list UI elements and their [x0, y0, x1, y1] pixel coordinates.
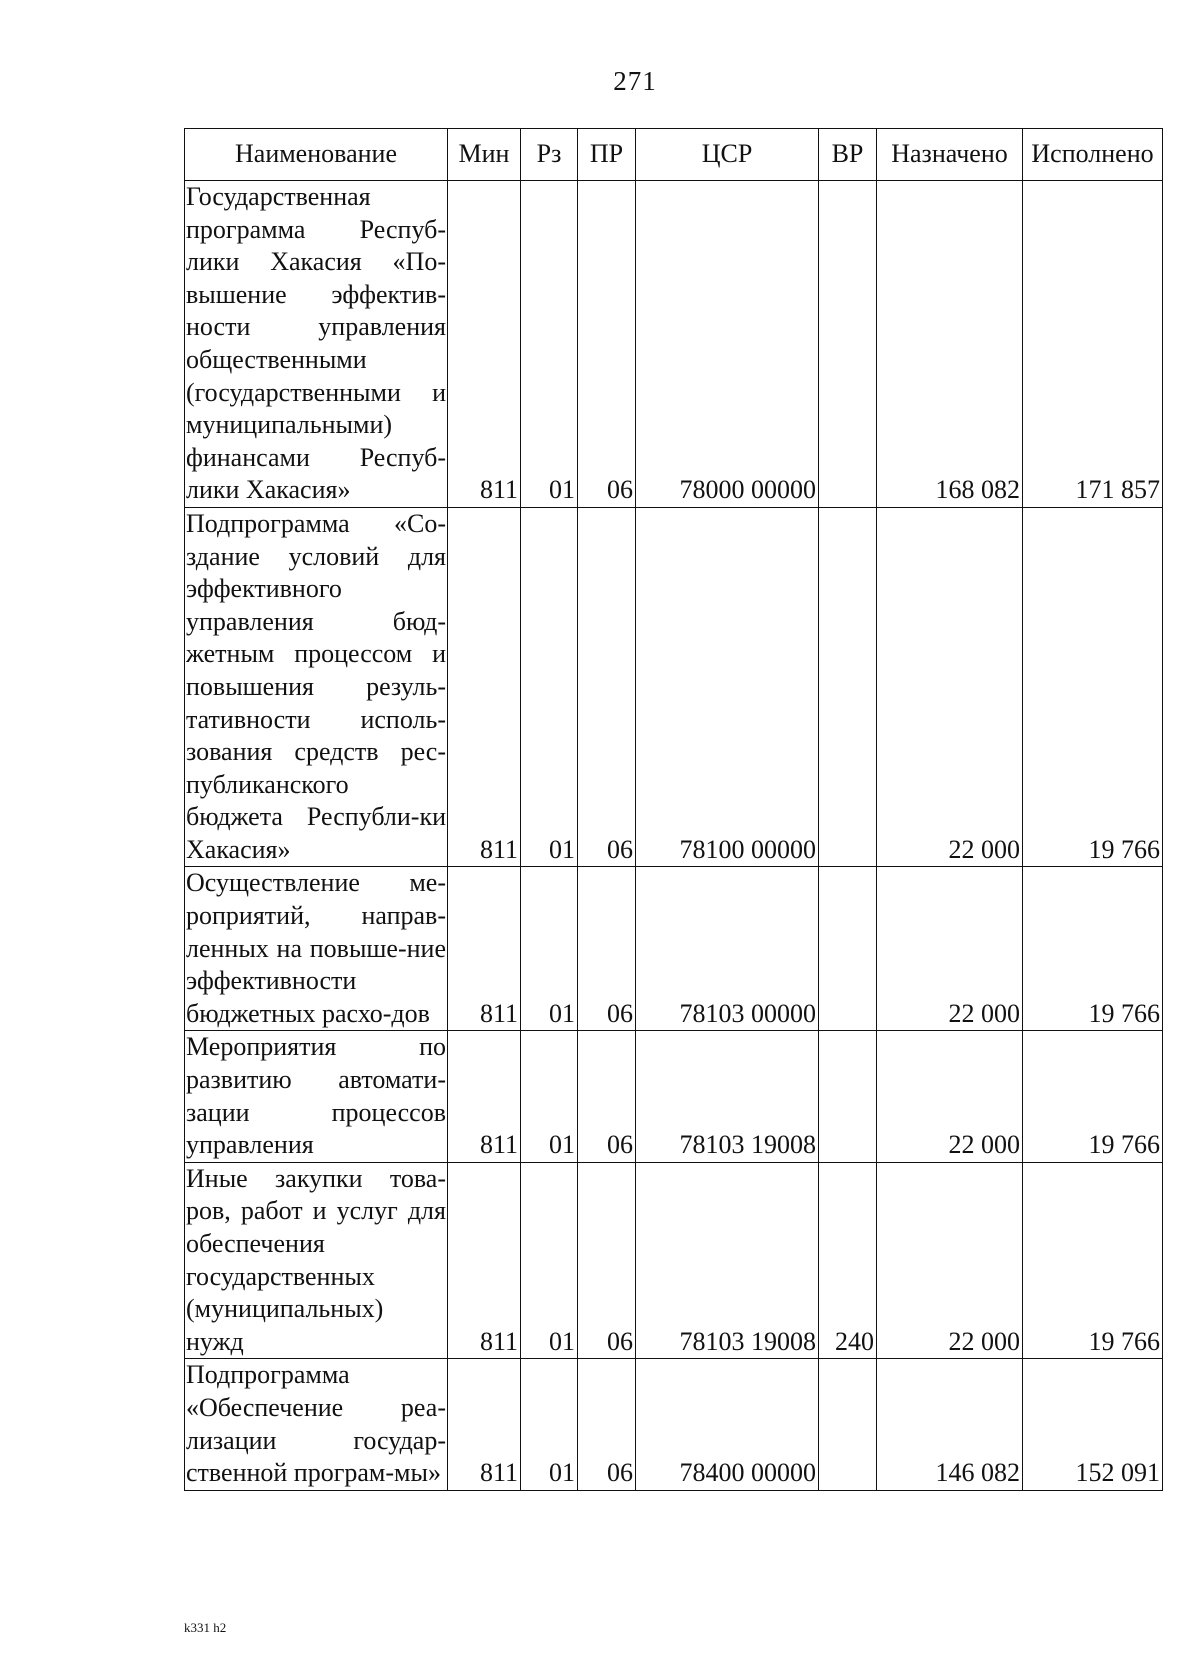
column-header-assigned: Назначено	[877, 129, 1023, 181]
row-pr: 06	[578, 181, 636, 508]
row-assigned: 22 000	[877, 1162, 1023, 1359]
page-number: 271	[613, 66, 657, 96]
column-header-name: Наименование	[185, 129, 448, 181]
row-name: Подпрограмма «Обеспечение реа-лизации государ-ственной програм-мы»	[185, 1359, 448, 1490]
row-min: 811	[448, 507, 521, 867]
row-name: Осуществление ме-роприятий, направ-ленных на повыше-ние эффективности бюджетных расхо-дов	[185, 867, 448, 1031]
row-csr: 78103 19008	[636, 1162, 819, 1359]
row-executed: 152 091	[1023, 1359, 1163, 1490]
row-executed: 19 766	[1023, 507, 1163, 867]
row-assigned: 22 000	[877, 867, 1023, 1031]
table-row	[185, 181, 1163, 508]
row-vr	[819, 867, 877, 1031]
table-row	[185, 507, 1163, 867]
row-assigned: 22 000	[877, 1031, 1023, 1162]
row-vr: 240	[819, 1162, 877, 1359]
row-csr: 78100 00000	[636, 507, 819, 867]
row-min: 811	[448, 1031, 521, 1162]
row-assigned: 168 082	[877, 181, 1023, 508]
row-rz: 01	[521, 181, 578, 508]
row-executed: 19 766	[1023, 1031, 1163, 1162]
budget-table	[184, 128, 1163, 1491]
row-vr	[819, 1031, 877, 1162]
row-pr: 06	[578, 867, 636, 1031]
header-row	[185, 129, 1163, 181]
row-executed: 19 766	[1023, 867, 1163, 1031]
document-footer-code: k331 h2	[184, 1620, 227, 1635]
row-name: Мероприятия по развитию автомати-зации процессов управления	[185, 1031, 448, 1162]
row-rz: 01	[521, 1031, 578, 1162]
row-pr: 06	[578, 1359, 636, 1490]
column-header-csr: ЦСР	[636, 129, 819, 181]
table-body	[185, 181, 1163, 1491]
row-csr: 78400 00000	[636, 1359, 819, 1490]
row-name: Иные закупки това-ров, работ и услуг для обеспечения государственных (муниципальных) нужд	[185, 1162, 448, 1359]
row-name: Государственная программа Респуб-лики Хакасия «По-вышение эффектив-ности управления общественными (государственными и муниципальными) финансами Респуб-лики Хакасия»	[185, 181, 448, 508]
row-assigned: 146 082	[877, 1359, 1023, 1490]
row-rz: 01	[521, 1162, 578, 1359]
table-row	[185, 1031, 1163, 1162]
row-csr: 78000 00000	[636, 181, 819, 508]
row-executed: 19 766	[1023, 1162, 1163, 1359]
row-rz: 01	[521, 507, 578, 867]
row-min: 811	[448, 1359, 521, 1490]
table-row	[185, 1359, 1163, 1490]
row-pr: 06	[578, 507, 636, 867]
table-header	[185, 129, 1163, 181]
row-min: 811	[448, 181, 521, 508]
row-csr: 78103 19008	[636, 1031, 819, 1162]
row-pr: 06	[578, 1031, 636, 1162]
row-csr: 78103 00000	[636, 867, 819, 1031]
row-vr	[819, 507, 877, 867]
column-header-pr: ПР	[578, 129, 636, 181]
column-header-executed: Исполнено	[1023, 129, 1163, 181]
row-name: Подпрограмма «Со-здание условий для эффективного управления бюд-жетным процессом и повышения резуль-тативности исполь-зования средств рес-публиканского бюджета Республи-ки Хакасия»	[185, 507, 448, 867]
row-pr: 06	[578, 1162, 636, 1359]
row-min: 811	[448, 867, 521, 1031]
table-row	[185, 1162, 1163, 1359]
table-row	[185, 867, 1163, 1031]
row-rz: 01	[521, 867, 578, 1031]
row-vr	[819, 1359, 877, 1490]
row-assigned: 22 000	[877, 507, 1023, 867]
row-rz: 01	[521, 1359, 578, 1490]
column-header-min: Мин	[448, 129, 521, 181]
column-header-vr: ВР	[819, 129, 877, 181]
row-executed: 171 857	[1023, 181, 1163, 508]
column-header-rz: Рз	[521, 129, 578, 181]
row-vr	[819, 181, 877, 508]
row-min: 811	[448, 1162, 521, 1359]
